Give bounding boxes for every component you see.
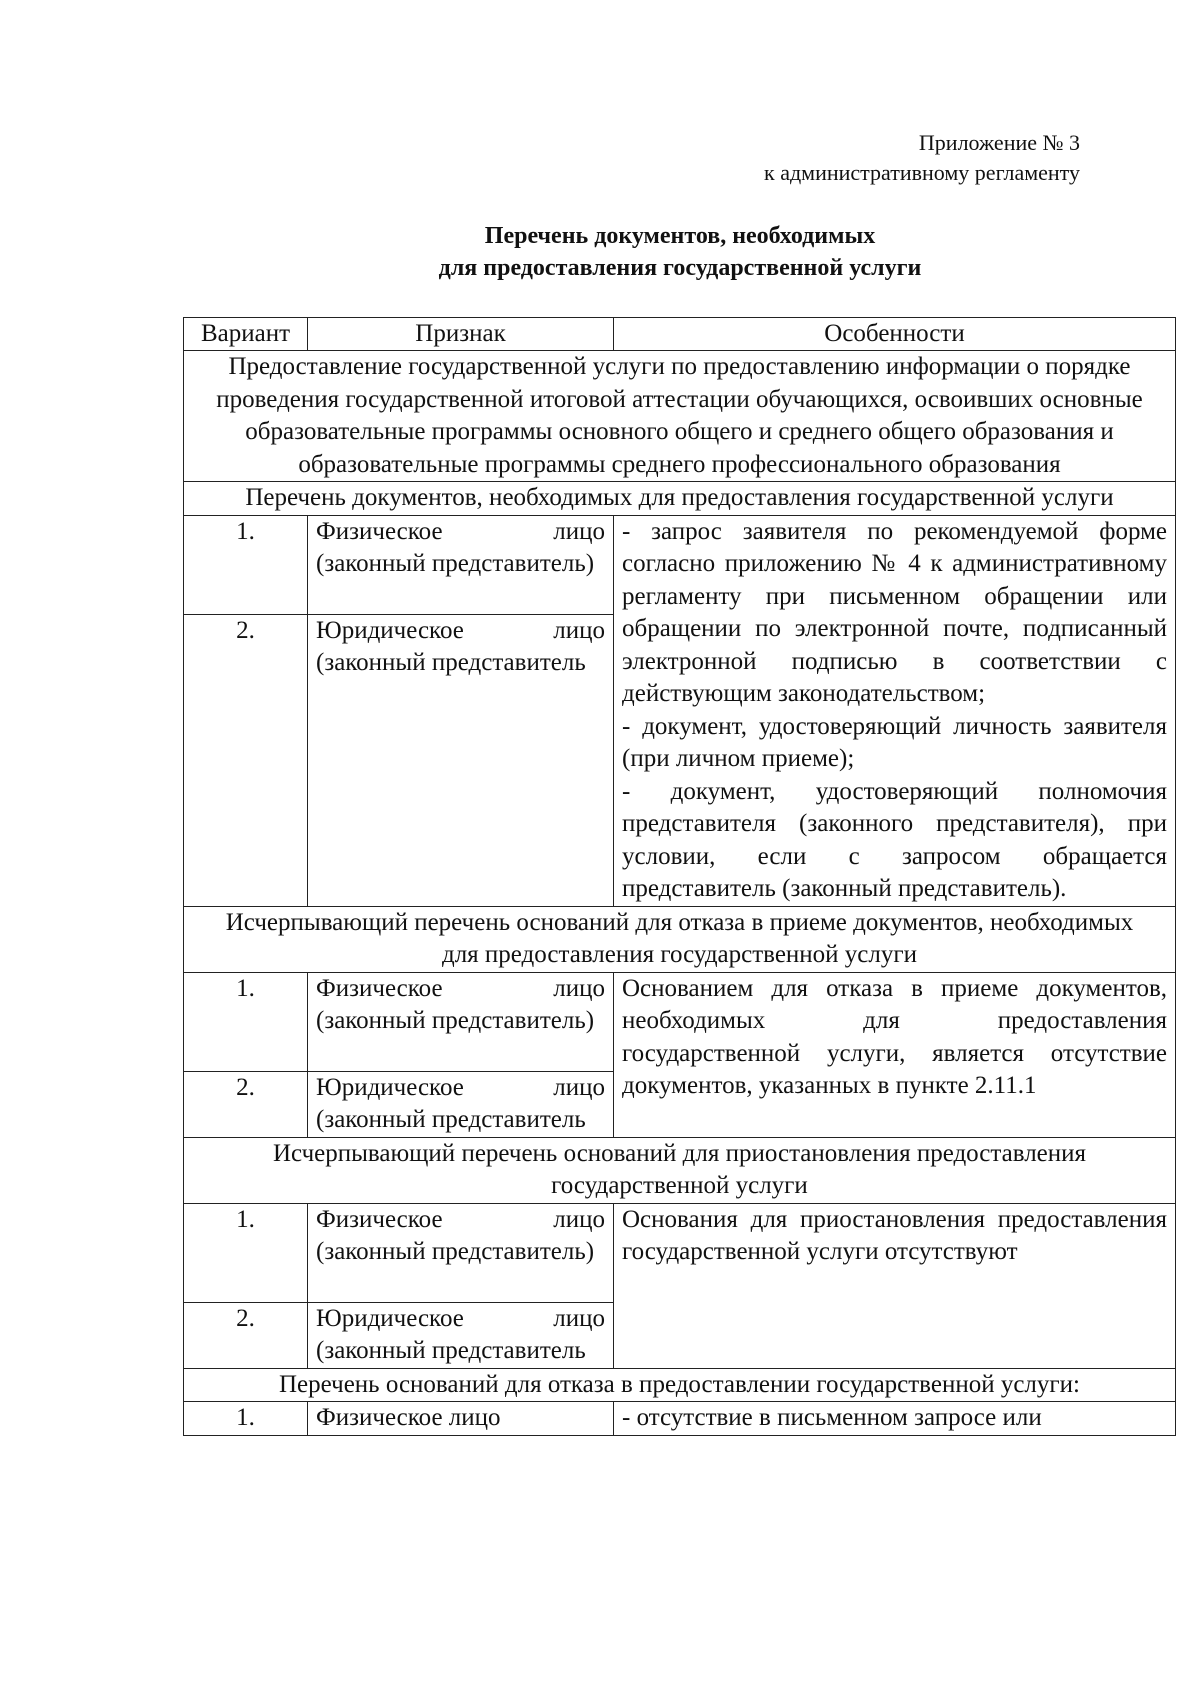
applicant-sign: Юридическое лицо (законный представитель	[308, 614, 614, 906]
appendix-reference	[764, 128, 1080, 188]
applicant-sign: Физическое лицо	[308, 1402, 614, 1436]
appendix-regulation: к административному регламенту	[764, 160, 1080, 185]
section-heading-row	[184, 1368, 1176, 1402]
table-row	[184, 515, 1176, 614]
table-row	[184, 972, 1176, 1071]
features-cell	[614, 972, 1176, 1137]
applicant-sign: Юридическое лицо (законный представитель	[308, 1071, 614, 1137]
variant-number: 1.	[184, 515, 308, 614]
variant-number: 1.	[184, 972, 308, 1071]
documents-table	[183, 317, 1176, 1436]
table-header-row	[184, 318, 1176, 351]
page-title	[180, 220, 1180, 284]
section-heading-documents: Перечень документов, необходимых для предоставления государственной услуги	[184, 482, 1176, 516]
section-heading-refusal-acceptance: Исчерпывающий перечень оснований для отказа в приеме документов, необходимых для предоставления государственной услуги	[184, 906, 1176, 972]
section-heading-row	[184, 482, 1176, 516]
header-sign: Признак	[308, 318, 614, 351]
section-heading-row	[184, 906, 1176, 972]
applicant-sign: Физическое лицо (законный представитель)	[308, 972, 614, 1071]
applicant-sign: Юридическое лицо (законный представитель	[308, 1302, 614, 1368]
section-heading-refusal-service: Перечень оснований для отказа в предоставлении государственной услуги:	[184, 1368, 1176, 1402]
service-name-row	[184, 351, 1176, 482]
table-row	[184, 1402, 1176, 1436]
table-row	[184, 1203, 1176, 1302]
applicant-sign: Физическое лицо (законный представитель)	[308, 515, 614, 614]
service-name: Предоставление государственной услуги по предоставлению информации о порядке проведения государственной итоговой аттестации обучающихся, освоивших основные образовательные программы основного общего и среднего общего образования и образовательные программы среднего профессионального образования	[184, 351, 1176, 482]
variant-number: 2.	[184, 1071, 308, 1137]
applicant-sign: Физическое лицо (законный представитель)	[308, 1203, 614, 1302]
features-cell	[614, 1402, 1176, 1436]
variant-number: 1.	[184, 1402, 308, 1436]
variant-number: 2.	[184, 1302, 308, 1368]
section-heading-row	[184, 1137, 1176, 1203]
feature-item: - документ, удостоверяющий личность заявителя (при личном приеме);	[622, 712, 1167, 772]
title-line-1: Перечень документов, необходимых	[484, 223, 876, 249]
features-cell	[614, 515, 1176, 906]
feature-item: - отсутствие в письменном запросе или	[622, 1404, 1042, 1431]
header-variant: Вариант	[184, 318, 308, 351]
features-cell	[614, 1203, 1176, 1368]
title-line-2: для предоставления государственной услуги	[438, 255, 922, 281]
section-heading-suspension: Исчерпывающий перечень оснований для приостановления предоставления государственной услуги	[184, 1137, 1176, 1203]
feature-item: - запрос заявителя по рекомендуемой форме согласно приложению № 4 к административному регламенту при письменном обращении или обращении по электронной почте, подписанный электронной подписью в соответствии с действующим законодательством;	[622, 517, 1167, 707]
appendix-number: Приложение № 3	[918, 130, 1080, 155]
feature-item: Основанием для отказа в приеме документов, необходимых для предоставления государственной услуги, является отсутствие документов, указанных в пункте 2.11.1	[622, 974, 1167, 1099]
feature-item: Основания для приостановления предоставления государственной услуги отсутствуют	[622, 1205, 1167, 1265]
variant-number: 1.	[184, 1203, 308, 1302]
variant-number: 2.	[184, 614, 308, 906]
header-features: Особенности	[614, 318, 1176, 351]
feature-item: - документ, удостоверяющий полномочия представителя (законного представителя), при условии, если с запросом обращается представитель (законный представитель).	[622, 777, 1167, 902]
